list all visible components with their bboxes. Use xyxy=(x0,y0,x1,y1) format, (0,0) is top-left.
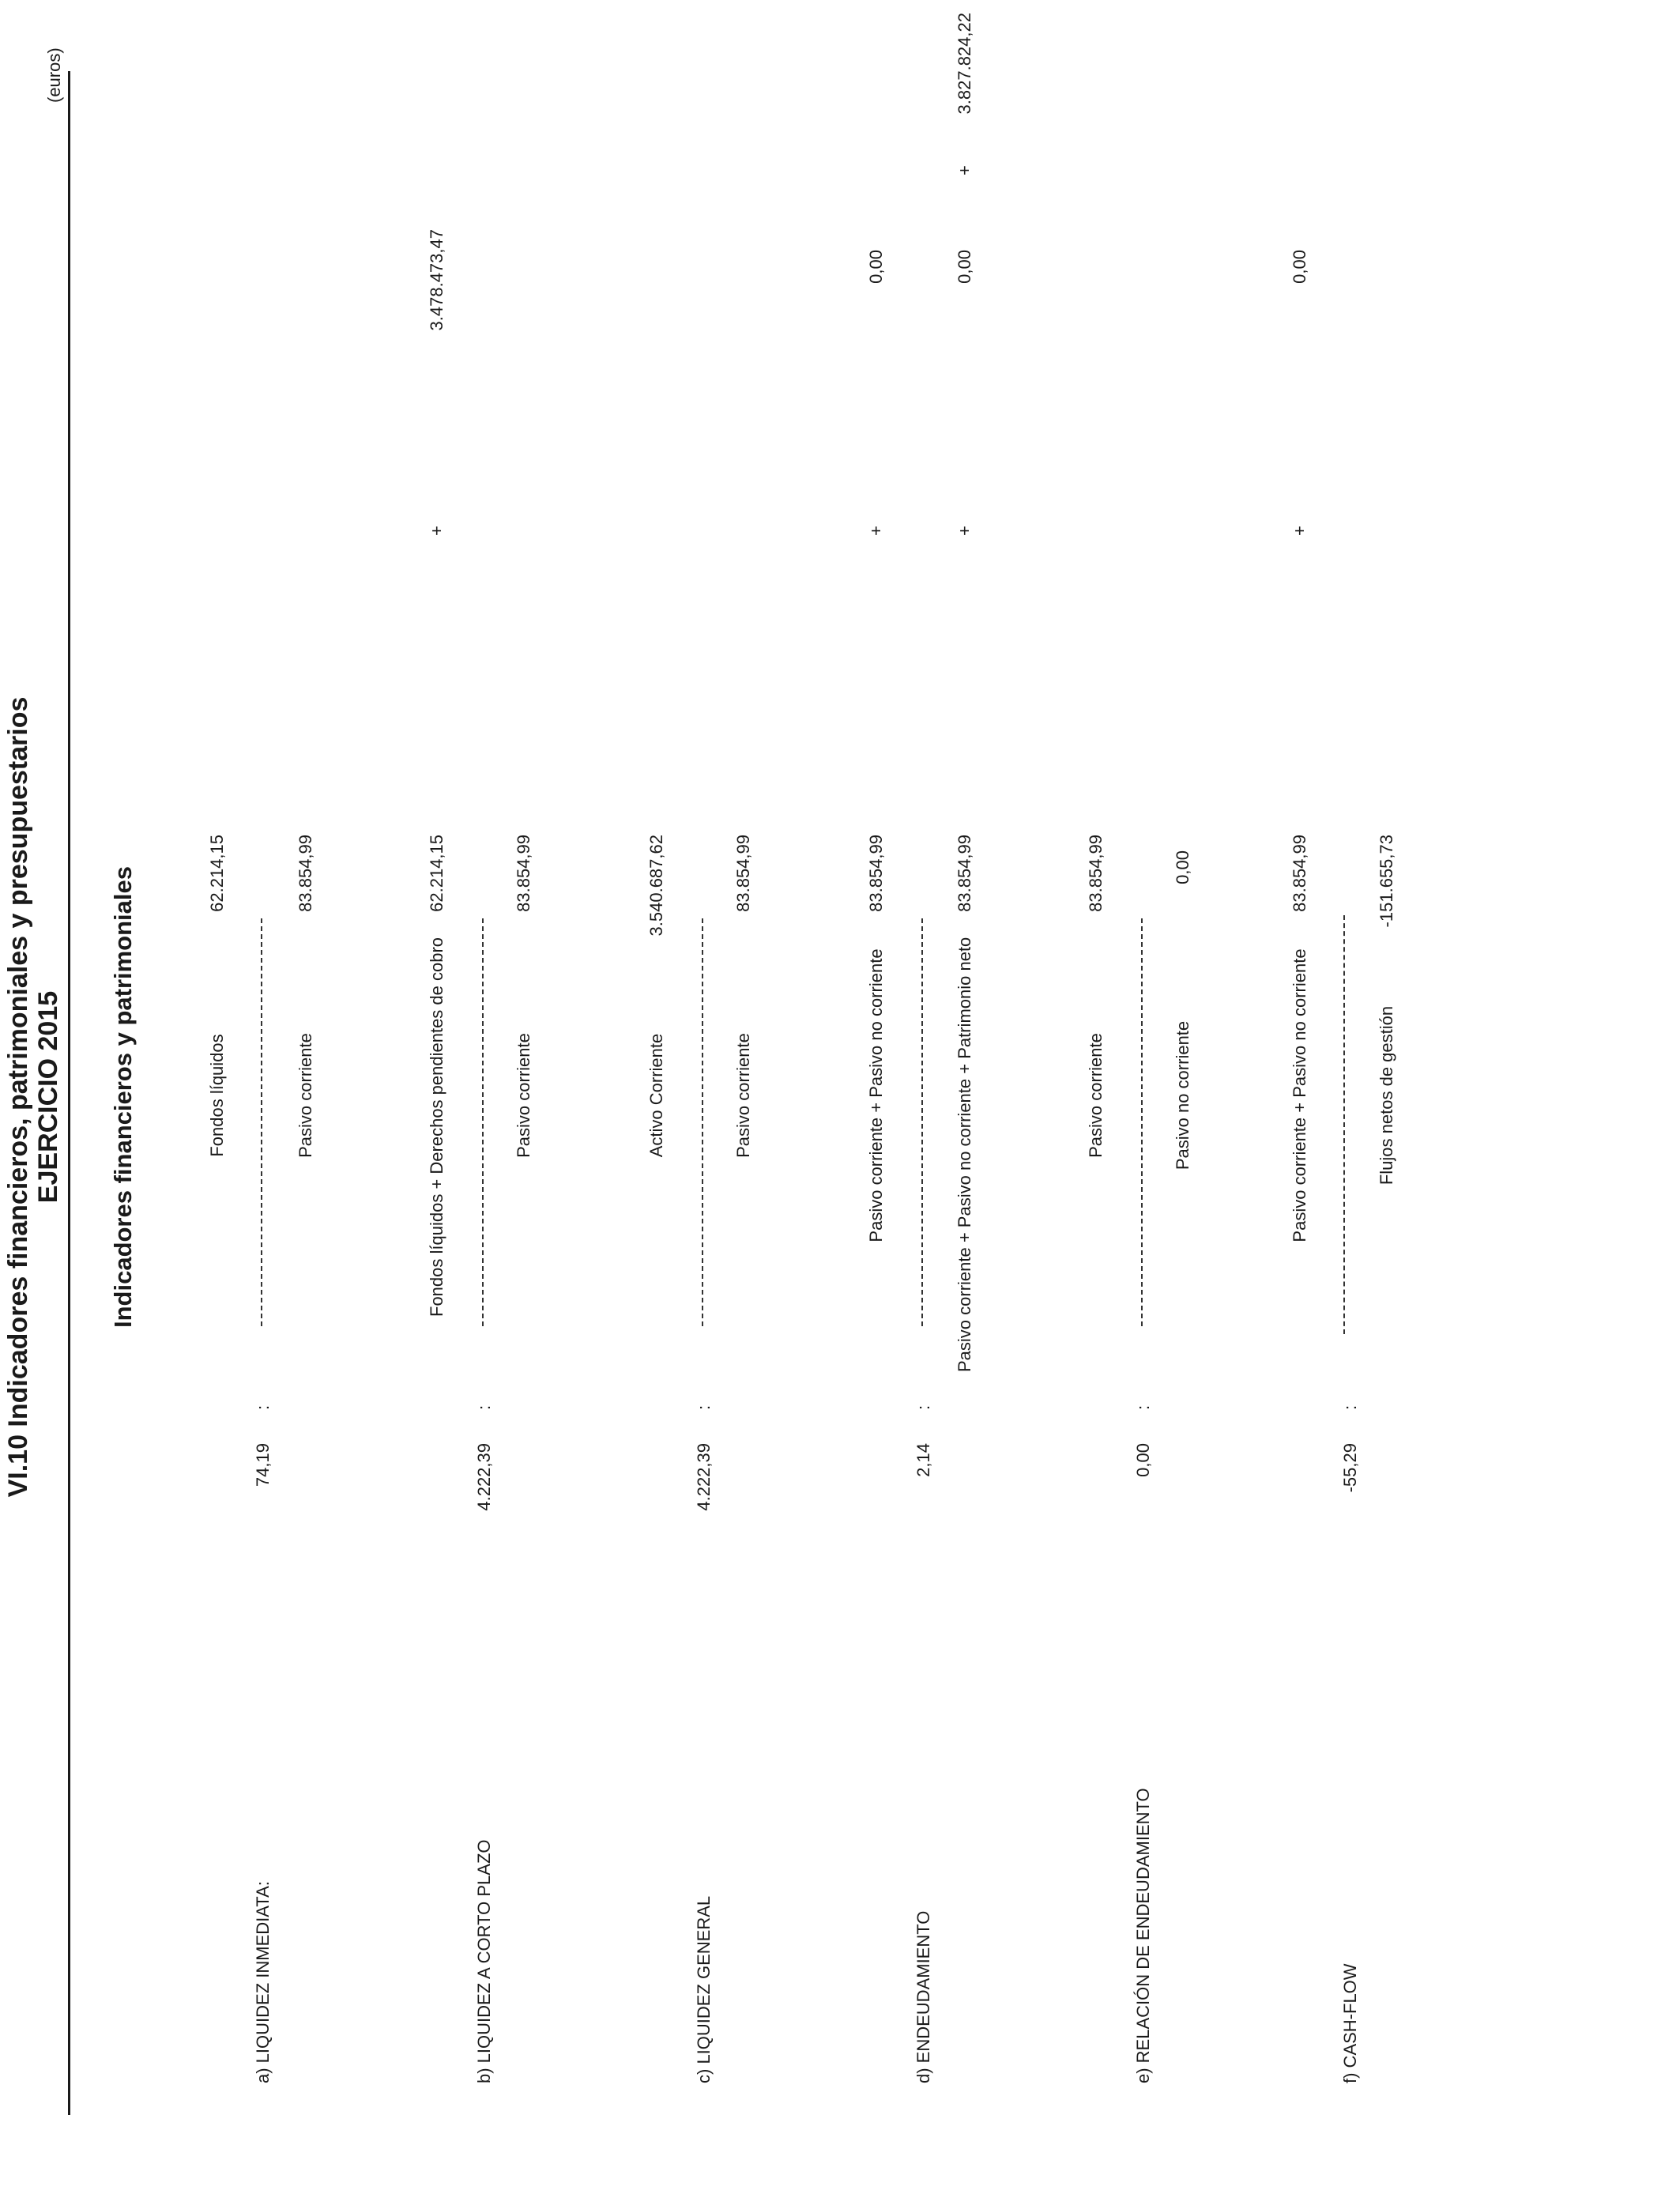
fraction-line xyxy=(1141,918,1143,1326)
fraction-line xyxy=(261,918,262,1326)
denominator-value: -151.655,73 xyxy=(1377,835,1396,928)
indicator-result: 4.222,39 xyxy=(474,1443,494,1511)
colon: : xyxy=(1133,1404,1153,1410)
fraction-line xyxy=(702,918,703,1326)
indicator-result: 4.222,39 xyxy=(694,1443,714,1511)
indicator-result: 74,19 xyxy=(253,1443,273,1487)
denominator-text: Pasivo corriente xyxy=(733,1033,753,1158)
plus-sign: + xyxy=(1290,526,1309,536)
numerator-value-2: 0,00 xyxy=(866,250,886,284)
denominator-value-3: 3.827.824,22 xyxy=(955,13,974,115)
plus-sign: + xyxy=(427,526,446,536)
colon: : xyxy=(474,1404,494,1410)
numerator-value: 62.214,15 xyxy=(207,835,227,912)
colon: : xyxy=(913,1404,933,1410)
numerator-text: Activo Corriente xyxy=(646,1033,666,1158)
numerator-value-2: 0,00 xyxy=(1290,250,1309,284)
numerator-text: Fondos líquidos xyxy=(207,1034,227,1157)
numerator-value: 3.540.687,62 xyxy=(646,835,666,937)
indicator-label: c) LIQUIDEZ GENERAL xyxy=(694,1895,714,2083)
denominator-value: 83.854,99 xyxy=(296,835,315,912)
header-rule xyxy=(68,71,70,2115)
indicator-label: d) ENDEUDAMIENTO xyxy=(913,1910,933,2083)
units-label: (euros) xyxy=(44,47,64,103)
denominator-text: Pasivo corriente + Pasivo no corriente + Patrimonio neto xyxy=(955,937,974,1372)
numerator-text: Pasivo corriente + Pasivo no corriente xyxy=(1290,948,1309,1242)
denominator-text: Flujos netos de gestión xyxy=(1377,1005,1396,1186)
numerator-value: 83.854,99 xyxy=(1290,835,1309,912)
colon: : xyxy=(253,1404,273,1410)
section-title: Indicadores financieros y patrimoniales xyxy=(109,865,137,1329)
numerator-text: Pasivo corriente xyxy=(1086,1033,1106,1158)
plus-sign: + xyxy=(955,526,974,536)
numerator-text: Pasivo corriente + Pasivo no corriente xyxy=(866,948,886,1242)
denominator-value: 0,00 xyxy=(1173,850,1192,884)
indicator-result: 0,00 xyxy=(1133,1443,1153,1477)
numerator-value-2: 3.478.473,47 xyxy=(427,229,446,331)
numerator-value: 83.854,99 xyxy=(866,835,886,912)
fraction-line xyxy=(921,918,923,1326)
colon: : xyxy=(1340,1404,1360,1410)
fraction-line xyxy=(1343,915,1345,1334)
denominator-text: Pasivo no corriente xyxy=(1173,1020,1192,1171)
indicator-result: -55,29 xyxy=(1340,1443,1360,1493)
numerator-text: Fondos líquidos + Derechos pendientes de cobro xyxy=(427,937,446,1317)
plus-sign: + xyxy=(866,526,886,536)
colon: : xyxy=(694,1404,714,1410)
numerator-value: 62.214,15 xyxy=(427,835,446,912)
plus-sign: + xyxy=(955,165,974,175)
indicator-label: f) CASH-FLOW xyxy=(1340,1963,1360,2083)
denominator-value: 83.854,99 xyxy=(955,835,974,912)
fiscal-year: EJERCICIO 2015 xyxy=(33,990,63,1204)
indicator-label: a) LIQUIDEZ INMEDIATA: xyxy=(253,1881,273,2083)
indicator-result: 2,14 xyxy=(913,1443,933,1477)
denominator-value-2: 0,00 xyxy=(955,250,974,284)
denominator-text: Pasivo corriente xyxy=(296,1033,315,1158)
indicator-label: b) LIQUIDEZ A CORTO PLAZO xyxy=(474,1839,494,2083)
page-title: VI.10 Indicadores financieros, patrimoniales y presupuestarios xyxy=(3,696,33,1498)
denominator-value: 83.854,99 xyxy=(514,835,533,912)
denominator-text: Pasivo corriente xyxy=(514,1033,533,1158)
fraction-line xyxy=(482,918,484,1326)
denominator-value: 83.854,99 xyxy=(733,835,753,912)
indicator-label: e) RELACIÓN DE ENDEUDAMIENTO xyxy=(1133,1788,1153,2083)
numerator-value: 83.854,99 xyxy=(1086,835,1106,912)
